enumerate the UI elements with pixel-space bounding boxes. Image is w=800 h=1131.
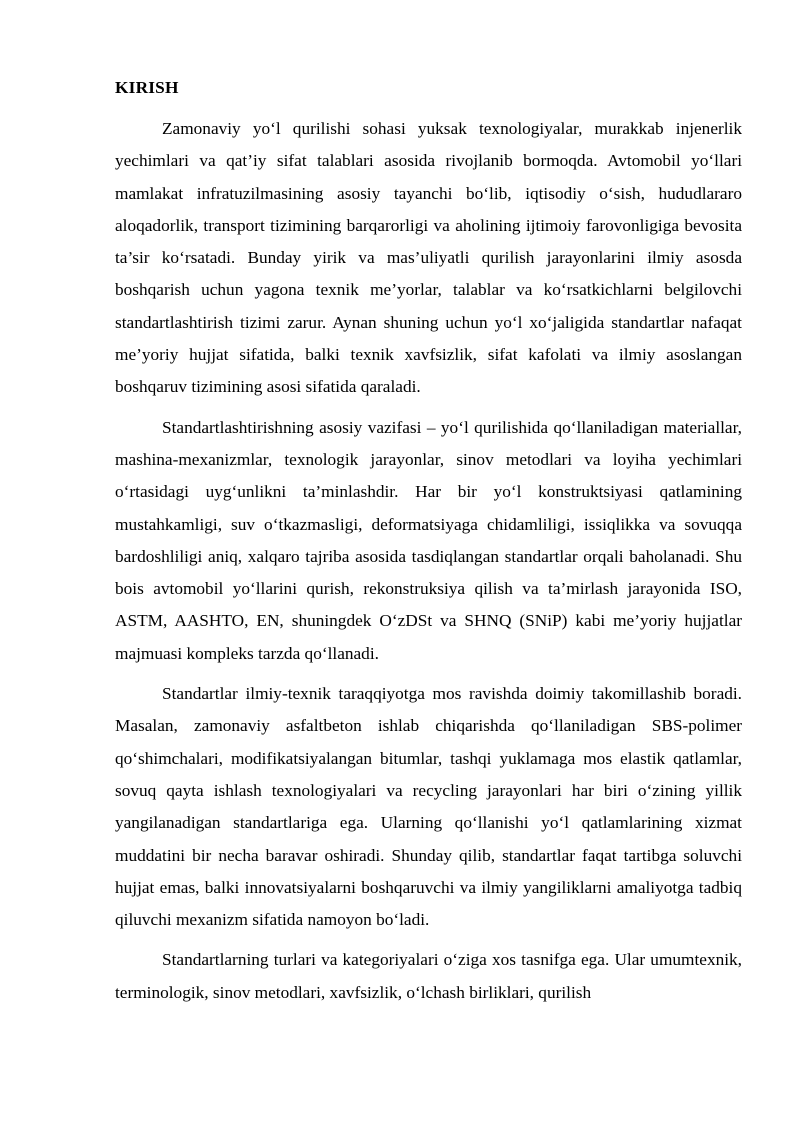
paragraph-4: Standartlarning turlari va kategoriyalari o‘ziga xos tasnifga ega. Ular umumtexnik, terminologik, sinov metodlari, xavfsizlik, o‘lchash birliklari, qurilish <box>115 950 742 1002</box>
document-body <box>115 113 742 1017</box>
section-heading: KIRISH <box>115 78 179 97</box>
paragraph-3: Standartlar ilmiy-texnik taraqqiyotga mos ravishda doimiy takomillashib boradi. Masalan, zamonaviy asfaltbeton ishlab chiqarishda qo‘llaniladigan SBS-polimer qo‘shimchalari, modifikatsiyalangan bitumlar, tashqi yuklamaga mos elastik qatlamlar, sovuq qayta ishlash texnologiyalari va recycling jarayonlari har biri o‘zining yillik yangilanadigan standartlariga ega. Ularning qo‘llanishi yo‘l qatlamlarining xizmat muddatini bir necha baravar oshiradi. Shunday qilib, standartlar faqat tartibga soluvchi hujjat emas, balki innovatsiyalarni boshqaruvchi va ilmiy yangiliklarni amaliyotga tadbiq qiluvchi mexanizm sifatida namoyon bo‘ladi. <box>115 684 742 930</box>
paragraph-1: Zamonaviy yo‘l qurilishi sohasi yuksak texnologiyalar, murakkab injenerlik yechimlari va qat’iy sifat talablari asosida rivojlanib bormoqda. Avtomobil yo‘llari mamlakat infratuzilmasining asosiy tayanchi bo‘lib, iqtisodiy o‘sish, hududlararo aloqadorlik, transport tizimining barqarorligi va aholining ijtimoiy farovonligiga bevosita ta’sir ko‘rsatadi. Bunday yirik va mas’uliyatli qurilish jarayonlarini ilmiy asosda boshqarish uchun yagona texnik me’yorlar, talablar va ko‘rsatkichlarni belgilovchi standartlashtirish tizimi zarur. Aynan shuning uchun yo‘l xo‘jaligida standartlar nafaqat me’yoriy hujjat sifatida, balki texnik xavfsizlik, sifat kafolati va ilmiy asoslangan boshqaruv tizimining asosi sifatida qaraladi. <box>115 119 742 397</box>
paragraph-2: Standartlashtirishning asosiy vazifasi – yo‘l qurilishida qo‘llaniladigan materiallar, mashina-mexanizmlar, texnologik jarayonlar, sinov metodlari va loyiha yechimlari o‘rtasidagi uyg‘unlikni ta’minlashdir. Har bir yo‘l konstruktsiyasi qatlamining mustahkamligi, suv o‘tkazmasligi, deformatsiyaga chidamliligi, issiqlikka va sovuqqa bardoshliligi aniq, xalqaro tajriba asosida tasdiqlangan standartlar orqali baholanadi. Shu bois avtomobil yo‘llarini qurish, rekonstruksiya qilish va ta’mirlash jarayonida ISO, ASTM, AASHTO, EN, shuningdek O‘zDSt va SHNQ (SNiP) kabi me’yoriy hujjatlar majmuasi kompleks tarzda qo‘llanadi. <box>115 417 742 663</box>
